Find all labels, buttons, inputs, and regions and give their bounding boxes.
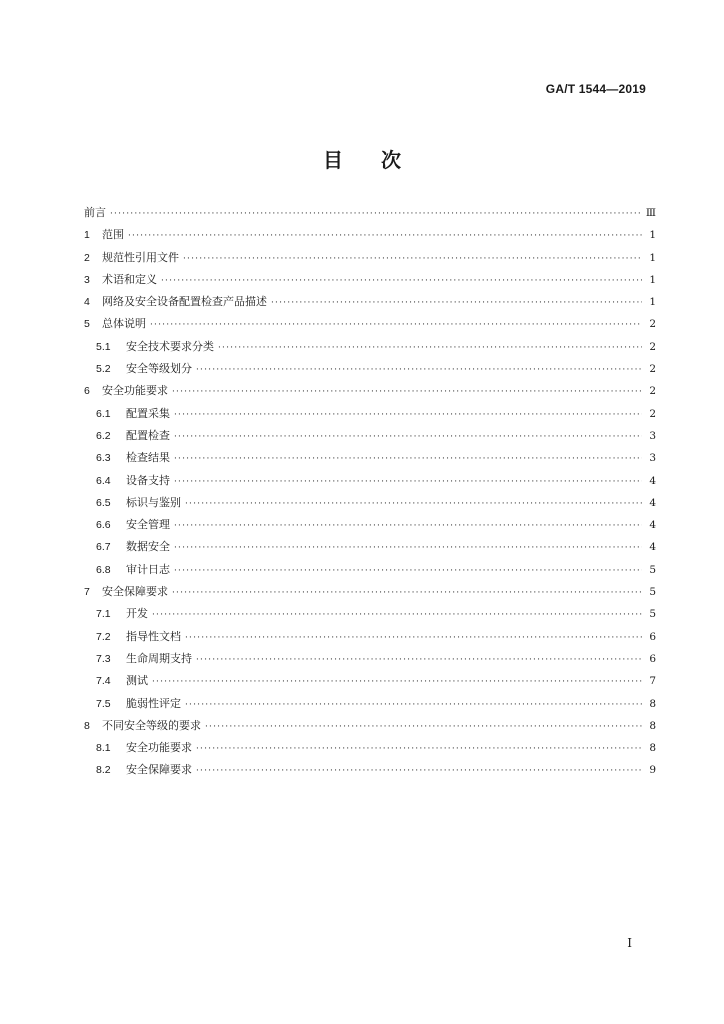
toc-leader-dots <box>196 651 642 669</box>
toc-entry-page: Ⅲ <box>645 207 656 219</box>
toc-leader-dots <box>174 450 642 468</box>
toc-entry-number: 8.2 <box>96 764 111 777</box>
toc-entry-page: 2 <box>649 363 656 376</box>
toc-entry-number: 6.8 <box>96 563 111 576</box>
toc-entry-label: 不同安全等级的要求 <box>102 718 201 732</box>
toc-leader-dots <box>161 272 642 290</box>
toc-entry-page: 4 <box>649 519 656 532</box>
toc-entry-page: 6 <box>649 630 656 643</box>
toc-entry-number: 7.4 <box>96 675 111 688</box>
toc-entry-page: 1 <box>649 229 656 242</box>
toc-entry-label: 安全技术要求分类 <box>126 339 214 353</box>
toc-leader-dots <box>152 606 642 624</box>
toc-entry-number: 5.1 <box>96 340 111 353</box>
toc-leader-dots <box>196 762 642 780</box>
toc-entry-page: 2 <box>649 407 656 420</box>
toc-entry[interactable] <box>84 650 656 672</box>
toc-entry-label: 配置检查 <box>126 428 170 442</box>
toc-leader-dots <box>205 718 642 736</box>
toc-entry-page: 5 <box>649 608 656 621</box>
toc-entry-label: 设备支持 <box>126 473 170 487</box>
toc-entry-label: 配置采集 <box>126 406 170 420</box>
toc-entry-page: 6 <box>649 652 656 665</box>
toc-entry[interactable] <box>84 583 656 605</box>
toc-entry-label: 安全管理 <box>126 518 170 532</box>
toc-entry[interactable] <box>84 271 656 293</box>
toc-entry[interactable] <box>84 672 656 694</box>
toc-leader-dots <box>174 517 642 535</box>
toc-leader-dots <box>174 473 642 491</box>
toc-entry-label: 总体说明 <box>102 317 146 331</box>
toc-entry[interactable] <box>84 494 656 516</box>
toc-entry-label: 前言 <box>84 206 106 219</box>
toc-entry-page: 7 <box>649 675 656 688</box>
toc-entry-label: 检查结果 <box>126 451 170 465</box>
toc-entry[interactable] <box>84 516 656 538</box>
toc-entry[interactable] <box>84 628 656 650</box>
toc-leader-dots <box>174 428 642 446</box>
toc-leader-dots <box>271 294 642 312</box>
toc-entry-page: 8 <box>649 719 656 732</box>
toc-entry-label: 安全功能要求 <box>126 741 192 755</box>
toc-entry-number: 2 <box>84 251 90 264</box>
toc-entry-label: 安全保障要求 <box>102 585 168 599</box>
toc-entry-label: 开发 <box>126 607 148 621</box>
toc-leader-dots <box>174 562 642 580</box>
toc-entry-page: 8 <box>649 697 656 710</box>
toc-entry[interactable] <box>84 338 656 360</box>
standard-number: GA/T 1544—2019 <box>545 82 646 96</box>
toc-entry[interactable] <box>84 360 656 382</box>
toc-entry-label: 安全保障要求 <box>126 763 192 777</box>
toc-entry-label: 指导性文档 <box>126 629 181 643</box>
toc-entry[interactable] <box>84 761 656 783</box>
toc-entry-number: 6 <box>84 385 90 398</box>
toc-entry[interactable] <box>84 449 656 471</box>
toc-entry-page: 4 <box>649 474 656 487</box>
toc-leader-dots <box>128 227 642 245</box>
toc-entry-page: 2 <box>649 385 656 398</box>
toc-entry-label: 术语和定义 <box>102 272 157 286</box>
toc-entry-page: 5 <box>649 563 656 576</box>
toc-entry[interactable] <box>84 226 656 248</box>
toc-leader-dots <box>150 316 642 334</box>
toc-leader-dots <box>152 673 642 691</box>
toc-entry-number: 7.3 <box>96 652 111 665</box>
toc-entry-page: 1 <box>649 273 656 286</box>
toc-entry-label: 生命周期支持 <box>126 651 192 665</box>
toc-leader-dots <box>183 250 642 268</box>
toc-entry[interactable] <box>84 382 656 404</box>
toc-entry-number: 4 <box>84 296 90 309</box>
toc-entry-number: 6.5 <box>96 496 111 509</box>
toc-leader-dots <box>185 629 642 647</box>
toc-entry-page: 5 <box>649 586 656 599</box>
toc-leader-dots <box>185 495 642 513</box>
toc-entry-label: 脆弱性评定 <box>126 696 181 710</box>
toc-leader-dots <box>172 383 642 401</box>
toc-leader-dots <box>172 584 642 602</box>
toc-entry-page: 9 <box>649 764 656 777</box>
toc-entry-label: 规范性引用文件 <box>102 250 179 264</box>
toc-entry[interactable] <box>84 315 656 337</box>
toc-entry-page: 1 <box>649 296 656 309</box>
toc-entry-number: 5 <box>84 318 90 331</box>
toc-entry-number: 6.3 <box>96 452 111 465</box>
toc-entry-number: 7.5 <box>96 697 111 710</box>
toc-entry-page: 3 <box>649 452 656 465</box>
page-title <box>0 144 724 173</box>
toc-entry[interactable] <box>84 739 656 761</box>
toc-leader-dots <box>196 361 642 379</box>
toc-entry[interactable] <box>84 405 656 427</box>
table-of-contents <box>84 204 656 784</box>
toc-entry[interactable] <box>84 605 656 627</box>
toc-entry-label: 审计日志 <box>126 562 170 576</box>
toc-entry-label: 数据安全 <box>126 540 170 554</box>
toc-entry-label: 安全功能要求 <box>102 384 168 398</box>
toc-entry-page: 1 <box>649 251 656 264</box>
toc-entry[interactable] <box>84 293 656 315</box>
toc-entry-number: 7 <box>84 586 90 599</box>
toc-entry-number: 7.1 <box>96 608 111 621</box>
toc-entry-page: 4 <box>649 541 656 554</box>
toc-entry-page: 2 <box>649 340 656 353</box>
toc-entry-page: 4 <box>649 496 656 509</box>
toc-entry[interactable] <box>84 204 656 226</box>
toc-leader-dots <box>174 406 642 424</box>
toc-entry-page: 3 <box>649 429 656 442</box>
toc-entry-number: 6.2 <box>96 429 111 442</box>
toc-entry-number: 8 <box>84 719 90 732</box>
toc-entry-label: 范围 <box>102 228 124 242</box>
toc-entry[interactable] <box>84 695 656 717</box>
toc-entry-label: 安全等级划分 <box>126 362 192 376</box>
toc-entry[interactable] <box>84 538 656 560</box>
page-number: I <box>627 936 632 950</box>
toc-entry-number: 6.7 <box>96 541 111 554</box>
toc-entry-number: 1 <box>84 229 90 242</box>
toc-entry[interactable] <box>84 249 656 271</box>
toc-entry-number: 6.1 <box>96 407 111 420</box>
title-char-1: 目 <box>323 148 343 172</box>
toc-leader-dots <box>185 696 642 714</box>
toc-entry-page: 2 <box>649 318 656 331</box>
toc-entry-label: 网络及安全设备配置检查产品描述 <box>102 295 267 309</box>
toc-entry[interactable] <box>84 472 656 494</box>
title-char-2: 次 <box>381 148 401 172</box>
toc-entry-number: 6.4 <box>96 474 111 487</box>
toc-leader-dots <box>218 339 642 357</box>
toc-entry-number: 7.2 <box>96 630 111 643</box>
toc-leader-dots <box>196 740 642 758</box>
toc-entry-label: 标识与鉴别 <box>126 495 181 509</box>
toc-entry-number: 8.1 <box>96 742 111 755</box>
toc-entry-label: 测试 <box>126 674 148 688</box>
toc-entry-number: 5.2 <box>96 363 111 376</box>
toc-entry-page: 8 <box>649 742 656 755</box>
toc-entry[interactable] <box>84 717 656 739</box>
toc-entry[interactable] <box>84 427 656 449</box>
toc-entry-number: 3 <box>84 273 90 286</box>
toc-leader-dots <box>174 539 642 557</box>
toc-entry[interactable] <box>84 561 656 583</box>
toc-entry-number: 6.6 <box>96 519 111 532</box>
toc-leader-dots <box>110 205 642 223</box>
